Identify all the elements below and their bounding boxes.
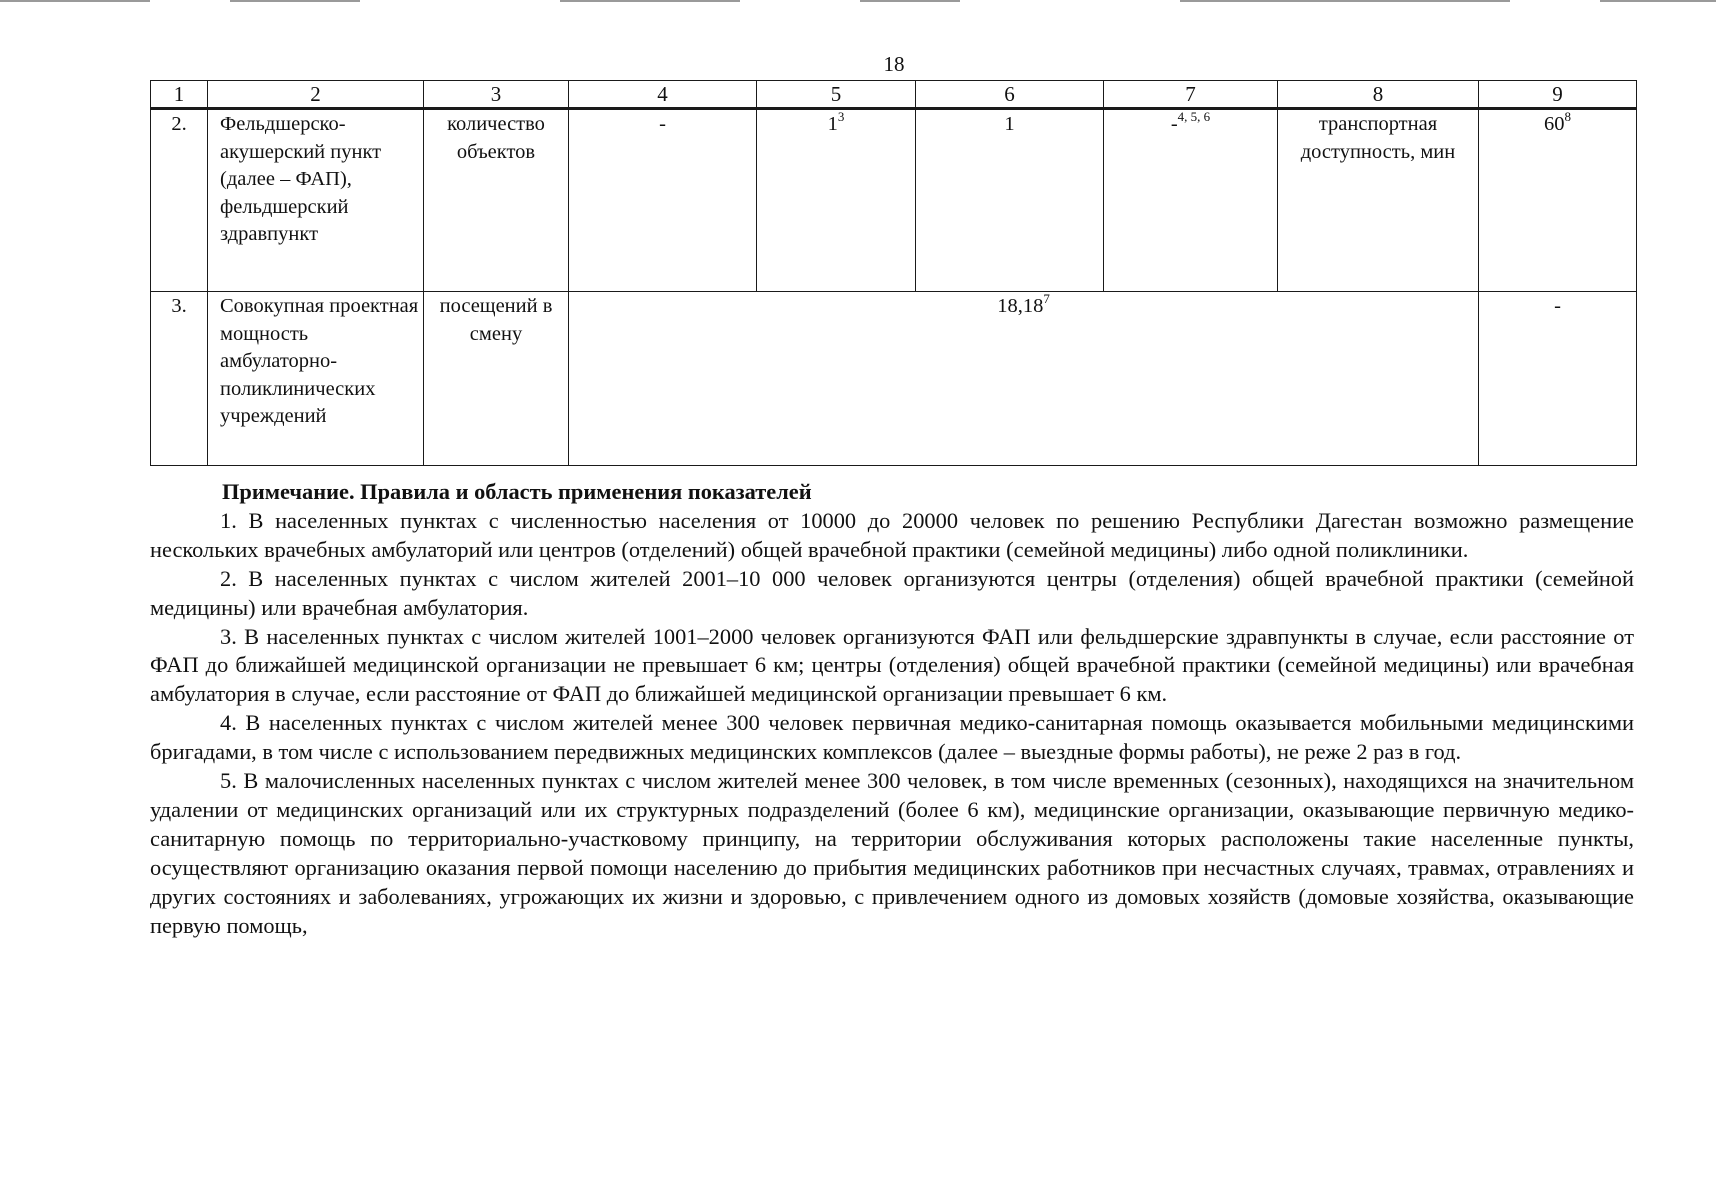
cell-col-6: 1 [916,109,1104,292]
footnote-ref: 3 [837,109,845,124]
table-row [151,292,1637,466]
scan-border-line [860,0,960,2]
scan-border-line [560,0,740,2]
footnote-ref: 8 [1564,109,1571,124]
row-number: 2. [151,109,208,292]
merged-value-cell [569,292,1479,466]
page-number: 18 [883,52,905,76]
notes-heading: Примечание. Правила и область применения показателей [222,479,812,504]
footnote-ref: 4, 5, 6 [1177,109,1211,124]
cell-col-9 [1479,109,1637,292]
note-paragraph: 4. В населенных пунктах с числом жителей менее 300 человек первичная медико-санитарная помощь оказывается мобильными медицинскими бригадами, в том числе с использованием передвижных медицинских комплексов (далее – выездные формы работы), не реже 2 раз в год. [150,710,1634,765]
unit-of-measure: посещений в смену [424,292,569,466]
cell-value: 18,18 [997,295,1044,317]
row-number: 3. [151,292,208,466]
cell-col-5 [757,109,916,292]
indicator-name: Фельдшерско-акушерский пункт (далее – ФАП), фельдшерский здравпункт [208,109,424,292]
column-number: 4 [569,81,757,109]
cell-col-7 [1104,109,1278,292]
footnote-ref: 7 [1043,291,1050,306]
scan-border-line [1180,0,1510,2]
column-number: 1 [151,81,208,109]
note-paragraph: 3. В населенных пунктах с числом жителей 1001–2000 человек организуются ФАП или фельдшерские здравпункты в случае, если расстояние от ФАП до ближайшей медицинской организации не превышает 6 км; центры (отделения) общей врачебной практики (семейной медицины) или врачебная амбулатория в случае, если расстояние от ФАП до ближайшей медицинской организации превышает 6 км. [150,623,1634,707]
cell-value: 1 [827,113,838,135]
scan-border-line [0,0,150,2]
column-number: 9 [1479,81,1637,109]
cell-col-4: - [569,109,757,292]
column-number-row [151,81,1637,109]
column-number: 6 [916,81,1104,109]
cell-col-8: транспортная доступность, мин [1278,109,1479,292]
scan-border-line [230,0,360,2]
cell-value: - [1170,113,1178,135]
unit-of-measure: количество объектов [424,109,569,292]
table-row [151,109,1637,292]
column-number: 3 [424,81,569,109]
note-paragraph: 2. В населенных пунктах с числом жителей 2001–10 000 человек организуются центры (отделения) общей врачебной практики (семейной медицины) или врачебная амбулатория. [150,565,1634,620]
column-number: 8 [1278,81,1479,109]
column-number: 5 [757,81,916,109]
note-paragraph: 5. В малочисленных населенных пунктах с числом жителей менее 300 человек, в том числе временных (сезонных), находящихся на значительном удалении от медицинских организаций или их структурных подразделений (более 6 км), медицинские организации, оказывающие первичную медико-санитарную помощь по территориально-участковому принципу, на территории обслуживания которых расположены такие населенные пункты, осуществляют организацию оказания первой помощи населению до прибытия медицинских работников при несчастных случаях, травмах, отравлениях и других состояниях и заболеваниях, угрожающих их жизни и здоровью, с привлечением одного из домовых хозяйств (домовые хозяйства, оказывающие первую помощь, [150,768,1634,938]
cell-value: 60 [1544,113,1565,135]
column-number: 2 [208,81,424,109]
column-number: 7 [1104,81,1278,109]
cell-col-8: - [1479,292,1637,466]
scan-border-line [1600,0,1716,2]
note-paragraph: 1. В населенных пунктах с численностью населения от 10000 до 20000 человек по решению Республики Дагестан возможно размещение нескольких врачебных амбулаторий или центров (отделений) общей врачебной практики (семейной медицины) либо одной поликлиники. [150,507,1634,562]
indicator-name: Совокупная проектная мощность амбулаторно-поликлинических учреждений [208,292,424,466]
notes-section [150,478,1634,941]
indicators-table [150,80,1637,466]
